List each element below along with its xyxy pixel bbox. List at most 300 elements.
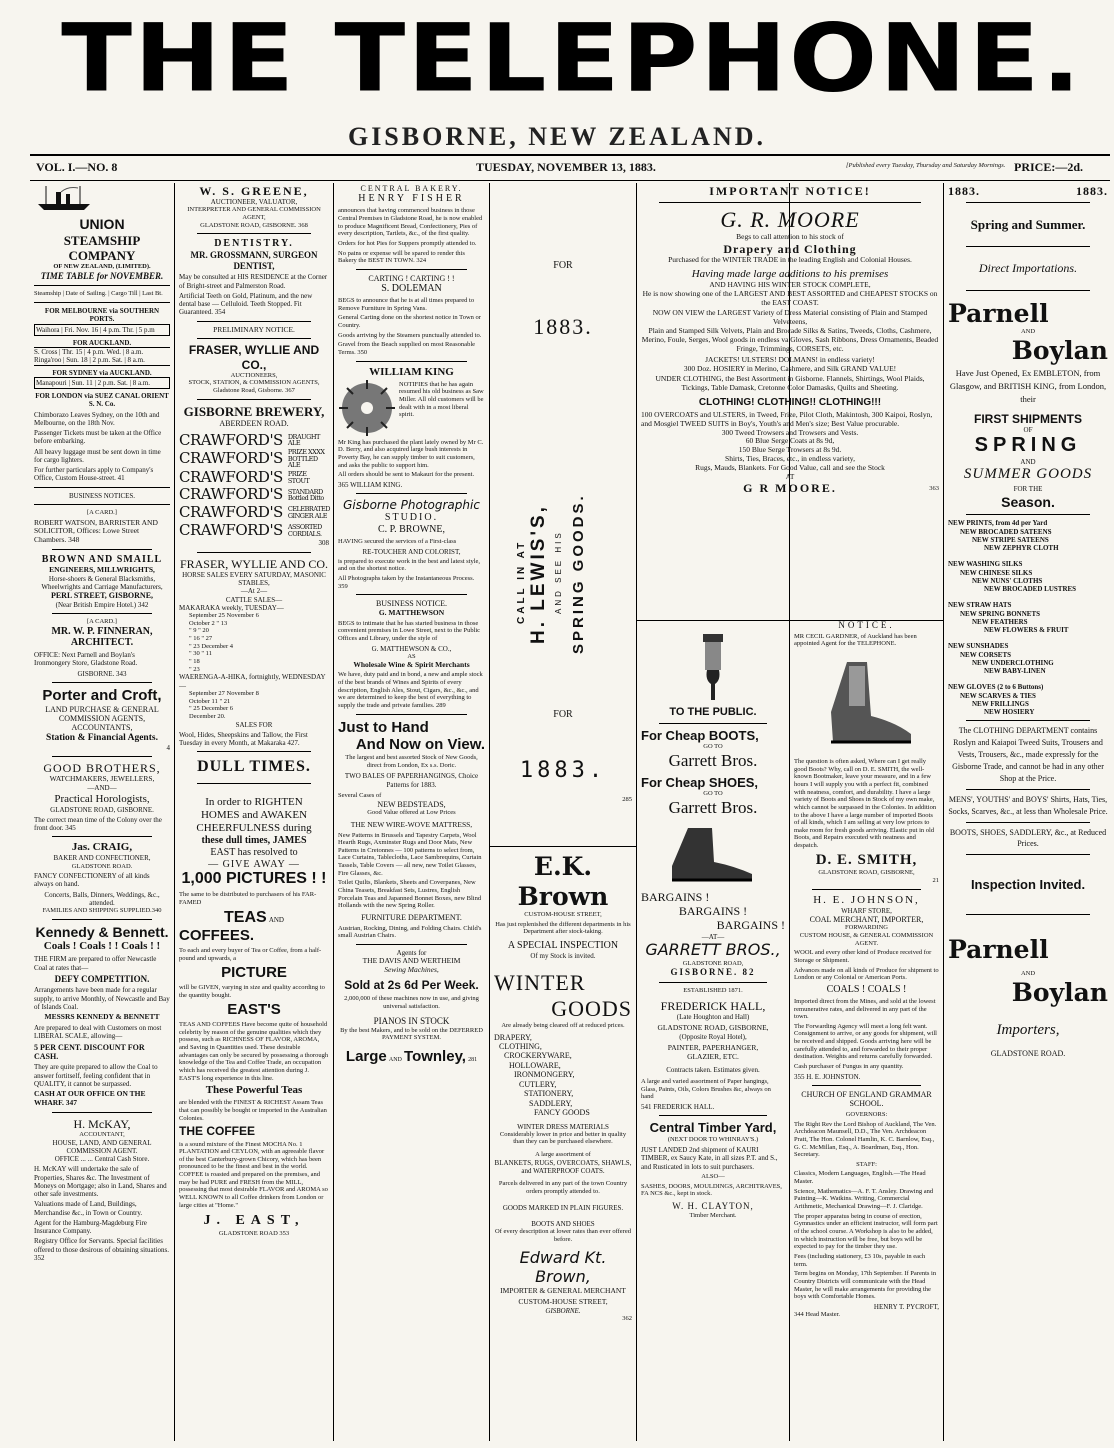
ad-fisher-text: announces that having commenced business in those Central Premises in Gladstone Road, he is now enabled to produce Magnificent Bread, Confectionery, Pies of every description, Tartlets, &c., of the first quality. (338, 207, 483, 238)
ad-king-text: All orders should be sent to Makauri for the present. (338, 471, 475, 479)
drapery-item: DRAPERY, (494, 1032, 532, 1042)
ad-brewery-title: GISBORNE BREWERY, (183, 403, 325, 419)
steamship-company: STEAMSHIP COMPANY (63, 232, 141, 263)
crawford-name: CRAWFORD'S (179, 520, 283, 539)
ad-church-line: The Right Rev the Lord Bishop of Auckland, The Ven. Archdeacon Maunsell, D.D., The Ven. Archdeacon Pratt, The Hon. Colonel Hamlin, K. C. Barnlow, Esq., G. C. McMillan, Esq., A. Boardman, Esq., Hon. Secretary. (794, 1120, 937, 1159)
ad-kennedy-line: They are quite prepared to allow the Coal to answer fortitself, feeling confident that in QUALITY, it cannot be surpassed. (34, 1063, 158, 1088)
crawford-row (179, 449, 329, 469)
ad-fraser2-line: WAERENGA-A-HIKA, fortnightly, WEDNESDAY— (179, 673, 326, 690)
ad-sold-line: Sold at 2s 6d Per Week. (344, 977, 479, 992)
ad-east-text: will be GIVEN, varying in size and quality according to the quantity bought. (179, 984, 325, 999)
timetable-row: Ringa'roo | Sun. 18 | 2 p.m. Sat. | 8 a.m. (34, 356, 170, 365)
ad-timber-line: JUST LANDED 2nd shipment of KAURI TIMBER, ex Saucy Kate, in all sizes P.T. and S., and Rusticated in lots to suit purchasers. (641, 1146, 778, 1171)
ad-timber-line: SASHES, DOORS, MOULDINGS, ARCHITRAVES, FA NCS &c., kept in stock. (641, 1182, 782, 1198)
parnell-spring: SPRING (974, 433, 1082, 456)
rule-top (30, 154, 1110, 156)
ad-browne-text: HAVING secured the services of a First-class (338, 537, 457, 545)
ad-smith-text: The question is often asked, Where can I get really good Boots? Why, call on D. E. SMITH, the well-known Bootmaker, leave your measure, and in a few hours I will supply you with a perfect fit, combined with neatness, comfort, and durability. I have a large variety of Boots and Shoes in Stock of my own make, which cannot be surpassed in the Colonies. In addition to the above I have a large number of imported Boots of all kinds, which I am selling at very low prices to make room for fresh goods arriving. Elastic put in old Boots, and Repairs executed with neatness and despatch. (794, 757, 937, 850)
ad-moore-line: 100 OVERCOATS and ULSTERS, in Tweed, Frize, Pilot Cloth, Makintosh, 300 Kaipoi, Roslyn, and Mosgiel TWEED SUITS in Boy's, Youth's and Men's size; Best Value procurable. (641, 409, 933, 428)
ad-east-text: The same to be distributed to purchasers of his FAR-FAMED (179, 891, 317, 906)
saw-blade-icon (338, 379, 396, 437)
ad-moore-line: Having made large additions to his premises (691, 267, 889, 280)
ad-ekbrown-line: CUSTOM-HOUSE STREET, (524, 911, 602, 918)
new-goods-item: NEW FEATHERS (972, 617, 1028, 626)
crawford-name: CRAWFORD'S (179, 430, 283, 449)
ad-east-line: EAST has resolved to (210, 846, 298, 858)
ad-mckay-line: H. McKAY will undertake the sale of Properties, Shares &c. The Investment of Moneys on Mortgage; also in Land, Shares and other safe investments. (34, 1165, 167, 1199)
crawford-desc: PRIZE XXXX BOTTLED ALE (287, 448, 325, 470)
ad-hall-line: A large and varied assortment of Paper hangings, Glass, Paints, Oils, Colors Brushes &c, always on hand (641, 1077, 771, 1101)
crawford-desc: DRAUGHT ALE (287, 432, 320, 448)
ad-ekbrown-signature: Edward Kt. Brown, (519, 1248, 607, 1287)
ad-finneran-text: GISBORNE. 343 (77, 669, 127, 678)
pointing-hand-icon (693, 632, 733, 702)
lewis-year: 1883. (533, 314, 593, 339)
schedule-line: October 2 " 13 (189, 619, 228, 627)
route-sydney: FOR SYDNEY via AUCKLAND. (52, 368, 152, 377)
ad-fraser-line: STOCK, STATION, & COMMISSION AGENTS, (188, 379, 320, 387)
ad-garrett-line: GISBORNE. 82 (670, 967, 756, 978)
lewis-call-in: CALL IN AT (516, 539, 527, 624)
ad-johnson-line: CUSTOM HOUSE, & GENERAL COMMISSION AGENT. (799, 932, 934, 947)
parnell-for-the: FOR THE (1013, 485, 1043, 494)
ad-johnson-line: Imported direct from the Mines, and sold at the lowest remunerative rates, and delivered in any part of the town. (794, 997, 936, 1021)
ad-greene-line: INTERPRETER AND GENERAL COMMISSION AGENT, (187, 206, 321, 222)
ad-fraser-title: FRASER, WYLLIE AND CO., (188, 343, 320, 372)
ad-just-text: FURNITURE DEPARTMENT. (361, 913, 462, 923)
ad-just-subtitle: And Now on View. (355, 736, 485, 754)
ad-johnson-line: Advances made on all kinds of Produce for shipment to London or any Colonial or American Ports. (794, 966, 939, 982)
ad-moore-line: Shirts, Ties, Braces, etc., in endless variety, (725, 454, 855, 464)
ad-timber-signature: W. H. CLAYTON, (672, 1200, 754, 1211)
column-6-lower (790, 620, 943, 1442)
ad-moore-line: 300 Doz. HOSIERY in Merino, Cashmere, and Silk GRAND VALUE! (683, 363, 897, 373)
new-goods-item: NEW ZEPHYR CLOTH (984, 544, 1059, 552)
ad-johnson-signature: 355 H. E. JOHNSTON. (794, 1072, 861, 1081)
ad-doleman-title: S. DOLEMAN (381, 283, 442, 295)
publication-note: [Published every Tuesday, Thursday and Saturday Mornings. (846, 162, 1006, 169)
schedule-line: September 25 November 6 (189, 612, 259, 620)
ad-greene-title: W. S. GREENE, (199, 184, 309, 198)
ad-number: 4 (166, 744, 170, 753)
new-goods-item: NEW BROCADED SATEENS (960, 527, 1052, 536)
ad-timber-line: (NEXT DOOR TO WHINRAY'S.) (667, 1135, 759, 1143)
boot-icon (817, 658, 917, 748)
parnell-clothing: The CLOTHING DEPARTMENT contains Roslyn and Kaiapoi Tweed Suits, Trousers and Vests, Trousers, &c., made expressly for the Gisborne Trade, and cannot be had in any other Shop at the Price. (952, 726, 1104, 784)
ad-east-line: CHEERFULNESS during (196, 822, 312, 835)
crawford-row (179, 469, 329, 487)
schedule-line: " 18 (189, 658, 200, 666)
ad-fisher-text: Orders for hot Pies for Suppers promptly attended to. (338, 239, 477, 247)
ad-fraser2-line: —At 2— (240, 587, 268, 596)
section-heading: BUSINESS NOTICES. (68, 491, 136, 500)
lewis-for: FOR (553, 260, 573, 271)
ad-moore-line: Rugs, Mauds, Blankets. For Good Value, call and see the Stock (695, 462, 885, 472)
ad-king-text: NOTIFIES that he has again resumed his old business as Saw Miller. All old customers will be dealt with in a most liberal spirit. (399, 380, 484, 419)
ad-east-text: is a sound mixture of the Finest MOCHA No. 1 PLANTATION and CEYLON, with an agreeable flavor of the best Canterbury-grown Chicory, which has been pronounced to be the finest and best in the world. COFFEE is roasted and prepared on the premises, and may be had PURE and FRESH from the MILL, possessing that most desirable FLAVOR and AROMA so WELL KNOWN to all Coffee drinkers from London or large cities at "Home." (179, 1140, 328, 1209)
ad-just-text: New Patterns in Brussels and Tapestry Carpets, Wool Hearth Rugs, Axminster Rugs and Door Mats, New Patterns in Cretonnes — 100 patterns to select from, Lace Curtains, Tablecloths, Lace Sambrequins, Curtain Tassels, Table Covers — all new, new Toilet Glasses, Fire Glasses, &c. (338, 831, 482, 877)
ad-east-coffee: THE COFFEE (179, 1124, 256, 1139)
ad-ekbrown-line: CUSTOM-HOUSE STREET, (518, 1296, 608, 1306)
parnell-name: Parnell (948, 298, 1049, 328)
section-heading: BUSINESS NOTICE. (375, 599, 448, 609)
ad-moore-line: Begs to call attention to his stock of (736, 232, 844, 242)
ad-kennedy-line: CASH AT OUR OFFICE ON THE WHARF. 347 (34, 1089, 146, 1107)
ad-mckay-title: H. McKAY, (73, 1116, 131, 1131)
ad-garrett-name: Garrett Bros. (668, 750, 758, 770)
ad-moore-line: AT (785, 472, 795, 481)
parnell-season: Season. (1001, 493, 1055, 510)
drapery-item: CROCKERYWARE, (504, 1051, 572, 1061)
ad-ekbrown-line: Are already being cleared off at reduced prices. (501, 1021, 625, 1029)
ad-king-signature: 365 WILLIAM KING. (338, 480, 403, 489)
ad-agents-line: THE DAVIS AND WERTHEIM (362, 956, 461, 966)
ad-church-line: STAFF: (856, 1160, 877, 1168)
schedule-line: September 27 November 8 (189, 689, 259, 697)
drapery-item: CUTLERY, (519, 1079, 557, 1089)
ad-browne-text: RE-TOUCHER AND COLORIST, (362, 547, 461, 556)
ad-fisher-text: No pains or expense will be spared to render this Bakery the BEST IN TOWN. 324 (338, 249, 465, 265)
ad-church-line: Science, Mathematics—A. F. T. Ansley. Drawing and Painting—K. Watkins. Writing, Commercial Arithmetic, Mechanical Drawing—F. J. Claridge. (794, 1187, 934, 1211)
crawford-name: CRAWFORD'S (179, 467, 283, 486)
ad-notice-text: MR CECIL GARDNER, of Auckland has been appointed Agent for the TELEPHONE. (794, 632, 917, 648)
new-goods-item: NEW STRIPE SATEENS (972, 535, 1049, 544)
ad-moore-line: JACKETS! ULSTERS! DOLMANS! in endless variety! (705, 354, 875, 364)
particulars-note: For further particulars apply to Company's Office, Custom House-street. 41 (34, 466, 154, 483)
route-london: FOR LONDON via SUEZ CANAL ORIENT S. N. Co. (35, 392, 169, 409)
crawford-name: CRAWFORD'S (179, 485, 283, 504)
ad-moore-important: IMPORTANT NOTICE! (709, 184, 871, 198)
drapery-item: IRONMONGERY, (514, 1070, 575, 1080)
parnell-year: 1883. (1076, 184, 1108, 198)
ad-good-line: —AND— (87, 784, 117, 793)
ad-pianos-text: By the best Makers, and to be sold on the DEFERRED PAYMENT SYSTEM. (340, 1026, 483, 1042)
crawford-desc: PRIZE STOUT (287, 470, 310, 485)
ad-craig-title: Jas. CRAIG, (71, 841, 133, 854)
ad-doleman-text: Gravel from the Beach supplied on most Reasonable Terms. 350 (338, 341, 476, 356)
ad-mckay-line: OFFICE ... ... Central Cash Store. (54, 1155, 150, 1164)
luggage-note: All heavy luggage must be sent down in time for cargo lighters. (34, 447, 161, 464)
ad-large-and: AND (388, 1057, 402, 1064)
masthead-title: THE TELEPHONE. (61, 9, 1083, 107)
ad-kennedy-line: 5 PER CENT. DISCOUNT FOR CASH. (34, 1042, 145, 1061)
ad-church-line: 344 Head Master. (794, 1311, 841, 1319)
ad-johnson-line: FORWARDING (845, 924, 888, 932)
ad-garrett-bargains: BARGAINS ! (641, 890, 710, 905)
ad-east-teas: TEAS (224, 908, 267, 926)
ad-east-address: GLADSTONE ROAD 353 (218, 1229, 290, 1237)
ad-porter-line: LAND PURCHASE & GENERAL COMMISSION AGENTS, (45, 704, 159, 723)
parnell-summer-goods: SUMMER GOODS (963, 465, 1093, 482)
ad-fraser2-line: Wool, Hides, Sheepskins and Tallow, the First Tuesday in every Month, at Makaraka 427. (179, 730, 308, 747)
lewis-spring-goods: SPRING GOODS. (570, 493, 587, 654)
ad-east-text: TEAS AND COFFEES Have become quite of household celebrity by reason of the genuine qualities which they possess, such as RICHNESS OF FLAVOR, AROMA, and Saving in Quantities used. These desirable advantages can only be secured by possessing a thorough knowledge of the Tea and Coffee Trade, an occupation which has received the greatest attention during J. EAST'S long experience in this line. (179, 1021, 329, 1082)
crawford-list (179, 432, 329, 540)
column-moore (637, 184, 943, 624)
ad-craig-line: Concerts, Balls, Dinners, Weddings, &c., attended. (44, 890, 160, 907)
parnell-first-shipments: FIRST SHIPMENTS (973, 411, 1082, 426)
timetable-row: S. Cross | Thr. 15 | 4 p.m. Wed. | 8 a.m. (34, 347, 170, 356)
new-goods-item: NEW WASHING SILKS (948, 560, 1023, 569)
parnell-address: GLADSTONE ROAD. (990, 1049, 1066, 1059)
ad-moore-line: Purchased for the WINTER TRADE in the leading English and Colonial Houses. (668, 255, 912, 265)
ad-garrett-bargains: BARGAINS ! (678, 904, 748, 919)
ad-east-line: HOMES and AWAKEN (200, 809, 308, 822)
ad-hall-line: GLADSTONE ROAD, GISBORNE, (657, 1022, 769, 1032)
ad-garrett-goto: GO TO (703, 743, 723, 751)
ad-craig-line: GLADSTONE ROAD. (71, 862, 133, 870)
ad-ekbrown-line: A large assortment of (535, 1151, 591, 1159)
ad-fraser2-line: MAKARAKA weekly, TUESDAY— (179, 603, 284, 612)
price: PRICE:—2d. (1014, 160, 1084, 174)
new-goods-item: NEW SCARVES & TIES (960, 691, 1036, 700)
ad-garrett-bargains: BARGAINS ! (716, 918, 785, 933)
route-auckland: FOR AUCKLAND. (72, 338, 132, 347)
timetable-row: Waihora | Fri. Nov. 16 | 4 p.m. Thr. | 5 p.m (34, 324, 170, 336)
column-2 (175, 184, 333, 1442)
ad-kennedy-line: MESSRS KENNEDY & BENNETT (44, 1012, 160, 1022)
ad-matthewson-text: Wholesale Wine & Spirit Merchants (353, 659, 470, 669)
ad-fraser2-line: CATTLE SALES— (225, 595, 283, 604)
crawford-row (179, 504, 329, 522)
column-7 (944, 184, 1112, 1442)
ad-matthewson-text: BEGS to intimate that he has started business in those convenient premises in Lowe Street, next to the Public Offices and Library, under the style of (338, 619, 481, 643)
ad-east-line: these dull times, JAMES (201, 835, 307, 847)
ad-browne-text: All Photographs taken by the Instantaneous Process. 359 (338, 575, 475, 590)
ad-johnson-line: WHARF STORE, (841, 906, 892, 915)
lewis-for: FOR (553, 709, 573, 720)
ad-east-text: are blended with the FINEST & RICHEST Assam Teas that can possibly be bought or imported in the Australian Colonies. (179, 1099, 327, 1122)
ad-ekbrown-goods: GOODS (551, 995, 632, 1021)
ad-moore-line: Plain and Stamped Silk Velvets, Plain and Brocade Silks & Satins, Tweeds, Cloths, Cashmere, Merino, Foule, Serges, Wool goods in endless va Gloves, Sash Ribbons, Dress Ornaments, Beaded Fringe, Trimmings, CORSETS, etc. (641, 326, 939, 353)
ad-just-text: THE NEW WIRE-WOVE MATTRESS, (350, 819, 473, 829)
ad-moore-line: 150 Blue Serge Trowsers at 8s 9d. (738, 445, 842, 455)
ad-ekbrown-line: Of every description at lower rates than ever offered before. (495, 1228, 631, 1243)
ad-kennedy-line: Are prepared to deal with Customers on most LIBERAL SCALE, allowing— (34, 1024, 162, 1041)
ad-craig-line: FAMILIES AND SHIPPING SUPPLIED.340 (42, 907, 162, 915)
ad-johnson-line: WOOL and every other kind of Produce received for Storage or Shipment. (794, 949, 932, 965)
column-3 (334, 184, 489, 1442)
ad-doleman-text: General Carting done on the shortest notice in Town or Country. (338, 314, 481, 330)
ad-hall-title: FREDERICK HALL, (660, 998, 766, 1013)
ad-grossmann-text: Artificial Teeth on Gold, Platinum, and the new dental base — Celluloid. Teeth Stopped. Fit Guaranteed. 354 (179, 291, 313, 317)
ad-garrett-name: Garrett Bros. (668, 797, 758, 817)
ad-moore-line: 60 Blue Serge Coats at 8s 9d, (745, 436, 835, 446)
masthead-subtitle: GISBORNE, NEW ZEALAND. (347, 122, 767, 151)
steamship-icon (34, 184, 94, 212)
ad-carting-title: CARTING ! CARTING ! ! (368, 273, 455, 283)
ad-east-line: — GIVE AWAY — (208, 858, 300, 870)
ad-doleman-text: BEGS to announce that he is at all times prepared to Remove Furniture in Spring Vans. (338, 297, 475, 312)
ad-moore-line: Drapery and Clothing (723, 241, 857, 256)
schedule-line: December 20. (189, 712, 226, 720)
timetable-title: TIME TABLE for NOVEMBER. (40, 270, 164, 281)
ad-porter-title: Porter and Croft, (42, 686, 162, 704)
ad-grossmann-title: MR. GROSSMANN, SURGEON DENTIST, (190, 250, 318, 271)
schedule-line: " 23 (189, 665, 200, 673)
ad-browne-title: C. P. BROWNE, (378, 524, 445, 536)
crawford-desc: CELEBRATED GINGER ALE (287, 505, 330, 520)
ad-browne-text: is prepared to execute work in the best and latest style, and on the shortest notice. (338, 557, 481, 573)
ad-matthewson-text: AS (407, 652, 416, 660)
ad-number: 281 (468, 1057, 478, 1064)
ad-mckay-line: Registry Office for Servants. Special facilities offered to those desirous of obtaining situations. 352 (34, 1237, 169, 1262)
ad-moore-line: NOW ON VIEW the LARGEST Variety of Dress Material consisting of Plain and Stamped Velveteens, (652, 308, 928, 327)
schedule-line: October 11 " 21 (189, 697, 231, 705)
route-note: Chimborazo Leaves Sydney, on the 10th and Melbourne, on the 18th Nov. (34, 410, 160, 427)
ad-moore-line: He is now showing one of the LARGEST AND BEST ASSORTED and CHEAPEST STOCKS on the EAST COAST. (642, 288, 938, 307)
ad-townley-name: Townley, (404, 1048, 466, 1066)
ad-ekbrown-line: BOOTS AND SHOES (531, 1219, 595, 1228)
ad-brown-line: PERL STREET, GISBORNE, (50, 591, 154, 601)
ad-dentistry-title: DENTISTRY. (214, 238, 294, 250)
rule-date (30, 180, 1110, 181)
ad-johnson-line: The Forwarding Agency will meet a long felt want. Consignment to arrive, or any goods for shipment, will be received and shipped. Goods arriving here will be carefully attended to, and forwarded to their proper destination. Weights and returns carefully forwarded. (794, 1022, 937, 1061)
ad-hall-line: 541 FREDERICK HALL. (641, 1102, 715, 1111)
ad-mckay-line: ACCOUNTANT, (79, 1130, 125, 1138)
boylan-name: Boylan (1011, 978, 1108, 1008)
column-4-lewis (490, 184, 636, 844)
ad-kennedy-line: Coals ! Coals ! ! Coals ! ! (43, 940, 161, 953)
ad-moore-signature: G R MOORE. (743, 481, 837, 495)
ad-ekbrown-line: IMPORTER & GENERAL MERCHANT (500, 1286, 626, 1296)
ad-timber-title: Central Timber Yard, (649, 1120, 777, 1136)
ad-fraser2-line: HORSE SALES EVERY SATURDAY, MASONIC STABLES, (182, 570, 326, 588)
parnell-year: 1883. (948, 184, 980, 198)
lewis-year: 1883. (519, 758, 607, 783)
crawford-desc: STANDARD Bottled Ditto (287, 487, 324, 503)
issue-date: TUESDAY, NOVEMBER 13, 1883. (476, 160, 656, 174)
schedule-line: " 23 December 4 (189, 642, 233, 650)
route-melbourne: FOR MELBOURNE via SOUTHERN PORTS. (44, 307, 160, 324)
ad-church-line: Term begins on Monday, 17th September. If Parents in Country Districts will communicate with the Head Master, he will make arrangements for providing the boys with Comfortable Homes. (794, 1270, 937, 1301)
ad-photo-title: Gisborne Photographic (343, 498, 480, 513)
parnell-and: AND (1020, 328, 1036, 336)
ad-good-line: The correct mean time of the Colony over the front door. 345 (34, 815, 162, 833)
ad-johnson-title: H. E. JOHNSON, (813, 893, 920, 906)
lewis-and-see: AND SEE HIS (554, 530, 563, 614)
ad-hall-line: (Late Houghton and Hall) (676, 1012, 750, 1021)
ad-good-line: GLADSTONE ROAD, GISBORNE. (50, 805, 154, 814)
new-goods-item: NEW NUNS' CLOTHS (972, 576, 1043, 585)
ad-hall-line: GLAZIER, ETC. (687, 1051, 739, 1061)
ad-porter-line: Station & Financial Agents. (46, 732, 158, 743)
ad-ekbrown-list (494, 1033, 632, 1118)
ad-just-text: TWO BALES OF PAPERHANGINGS, Choice Patterns for 1883. (344, 772, 479, 789)
ad-just-text: NEW BEDSTEADS, (377, 799, 446, 809)
card-label: [A CARD.] (87, 508, 117, 516)
crawford-desc: ASSORTED CORDIALS. (287, 523, 322, 538)
ad-greene-line: AUCTIONEER, VALUATOR, (210, 198, 298, 207)
ad-smith-line: GLADSTONE ROAD, GISBORNE, (818, 869, 915, 877)
ad-smith-title: D. E. SMITH, (815, 851, 918, 868)
ad-matthewson-text: G. MATTHEWSON & CO., (371, 644, 452, 653)
ad-fraser2-line: SALES FOR (235, 720, 273, 729)
ad-photo-studio: STUDIO. (384, 512, 439, 524)
new-goods-item: NEW UNDERCLOTHING (972, 658, 1054, 667)
new-goods-item: NEW SUNSHADES (948, 642, 1009, 651)
ad-just-text: Austrian, Rocking, Dining, and Folding Chairs. Child's small Austrian Chairs. (338, 924, 482, 940)
ad-brown-line: (Near British Empire Hotel.) 342 (55, 600, 149, 609)
ad-just-text: The largest and best assorted Stock of New Goods, direct from London, Ex s.s. Doric. (345, 754, 478, 769)
ad-ekbrown-line: WINTER DRESS MATERIALS (517, 1122, 609, 1131)
parnell-importers: Importers, (996, 1021, 1060, 1038)
drapery-item: STATIONERY, (524, 1089, 574, 1099)
ad-church-line: The proper apparatus being in course of erection, Gymnastics under an efficient instructor, will form part of the school course. A Workshop is also to be added, in which instruction will be free, but boys will be expected to pay for the timber they use. (794, 1212, 938, 1251)
ad-craig-line: FANCY CONFECTIONERY of all kinds always on hand. (34, 872, 150, 889)
ad-garrett-at: —AT— (701, 932, 725, 941)
crawford-row (179, 522, 329, 540)
timetable-header: Steamship | Date of Sailing. | Cargo Till | Last Bt. (34, 290, 163, 298)
ad-ekbrown-line: Parcels delivered in any part of the town Country orders promptly attended to. (498, 1180, 628, 1195)
drapery-item: CLOTHING, (499, 1042, 542, 1052)
ad-ekbrown-line: Has just replenished the different departments in his Department after stock-taking. (495, 920, 631, 936)
ad-ekbrown-line: Of my Stock is invited. (530, 951, 596, 960)
ad-agents-line: 2,000,000 of these machines now in use, and giving universal satisfaction. (344, 994, 479, 1010)
ad-agents-line: Sewing Machines, (384, 964, 439, 974)
ad-brown-line: ENGINEERS, MILLWRIGHTS, (49, 564, 155, 574)
ad-good-line: WATCHMAKERS, JEWELLERS, (49, 774, 155, 784)
new-goods-item: NEW BABY-LINEN (984, 667, 1046, 675)
ad-kennedy-title: Kennedy & Bennett. (35, 923, 169, 940)
boylan-name: Boylan (1011, 335, 1108, 365)
drapery-item: SADDLERY, (529, 1098, 573, 1108)
drapery-item: HOLLOWARE, (509, 1060, 561, 1070)
new-goods-item: NEW FLOWERS & FRUIT (984, 626, 1069, 634)
parnell-text: Have Just Opened, Ex EMBLETON, from Glasgow, and BRITISH KING, from London, their (949, 368, 1107, 404)
parnell-mens: MENS', YOUTHS' and BOYS' Shirts, Hats, Ties, Socks, Scarves, &c., at less than Wholesale Price. (948, 795, 1108, 817)
new-goods-item: NEW CHINESE SILKS (960, 568, 1033, 577)
ad-matthewson-title: G. MATTHEWSON (378, 607, 445, 617)
ad-kennedy-line: DEFY COMPETITION. (54, 973, 150, 984)
new-goods-item: NEW SPRING BONNETS (960, 609, 1041, 618)
dateline (36, 160, 1111, 178)
ad-garrett-shoes: For Cheap SHOES, (641, 775, 759, 790)
ad-doleman-text: Goods arriving by the Steamers punctually attended to. (338, 331, 482, 339)
ad-johnson-coals: COALS ! COALS ! (826, 984, 907, 996)
ad-matthewson-text: We have, duty paid and in bond, a new and ample stock of the best brands of Wines and Spirits of every description, English Ales, Stout, Cigars, &c., &c., and we are determined to keep the best of everything to supply the trade and private families. 289 (338, 671, 483, 710)
new-goods-item: NEW CORSETS (960, 650, 1012, 659)
ad-ekbrown-winter: WINTER (494, 970, 586, 996)
ad-garrett-goto: GO TO (703, 790, 723, 798)
column-5-lower (637, 626, 789, 1442)
column-4-brown (490, 852, 636, 1442)
ad-brewery-line: ABERDEEN ROAD. (219, 419, 289, 429)
ad-number: 362 (622, 1315, 632, 1323)
ad-east-and: AND (268, 915, 284, 924)
ad-king-title: WILLIAM KING (369, 365, 454, 378)
timetable-row: Manapouri | Sun. 11 | 2 p.m. Sat. | 8 a.m. (34, 377, 170, 389)
ad-pianos-title: PIANOS IN STOCK (373, 1016, 450, 1027)
ad-kennedy-line: THE FIRM are prepared to offer Newcastle Coal at rates that— (34, 955, 157, 972)
ad-number: 285 (622, 796, 632, 803)
ad-fisher-title: HENRY FISHER (358, 193, 465, 205)
ad-hall-line: (Opposite Royal Hotel), (679, 1032, 747, 1041)
crawford-row (179, 432, 329, 450)
ad-king-text: Mr King has purchased the plant lately owned by Mr C. D. Berry, and also acquired large bush interests in Poverty Bay, he can supply timber to suit customers, and asks the public to support him. (338, 438, 484, 469)
ad-garrett-line: GLADSTONE ROAD, (682, 959, 744, 967)
ad-church-line: GOVERNORS: (845, 1110, 888, 1118)
ad-ekbrown-line: BLANKETS, RUGS, OVERCOATS, SHAWLS, and WATERPROOF COATS. (494, 1158, 632, 1175)
schedule-line: " 25 December 6 (189, 705, 233, 713)
ad-east-picture: PICTURE (221, 964, 287, 982)
ad-just-text: Good Value offered at Low Prices (367, 809, 456, 816)
new-goods-item: NEW PRINTS, from 4d per Yard (948, 519, 1048, 528)
ad-moore-line: UNDER CLOTHING, the Best Assortment in Gisborne. Flannels, Shirtings, Wool Plaids, Tickings, Table Damask, Cretonne Color Damasks, Quilts and Sheeting. (655, 374, 925, 393)
ad-church-line: Fees (including stationery, £3 10s, payable in each term. (794, 1253, 926, 1268)
ad-just-text: Toilet Quilts, Blankets, Sheets and Coverpanes, New China Teasets, Breakfast Sets, Lustres, English Porcelain Teas and Japanned Bonnet Boxes, new Blind Hollands with the new Spring Roller. (338, 879, 482, 910)
union-title: UNION (79, 216, 125, 233)
